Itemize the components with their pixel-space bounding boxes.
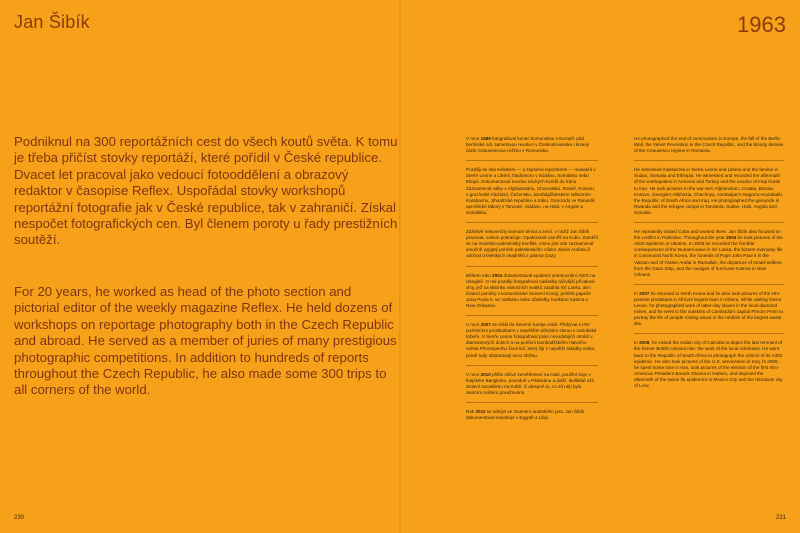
bio-paragraph: Během roku 2004 dokumentoval epidemii onemocnění AIDS na Ukrajině. O rok později fotografoval následky ničivější přívalové vlny, jež na sklonku vánočních svátků zasáhla Srí Lanku, ale i bizarní poměry v komunistické Severní Koreji, pohřeb papeže Jana Pavla II. ve Vatikánu nebo důsledky hurikánu Katrina v New Orleansu. bbox=[466, 273, 598, 317]
bio-paragraph: Zdánlivě nekonečný seznam témat a zemí, v nichž Jan Šibík pracoval, ovšem pokračuje. Opakovaně zamířil na Kubu. Zaměřil se na izraelsko-palestinský konflikt, mimo jiné zde zaznamenal emočně vypjatý pohřeb palestinského vůdce Jásira Arafata či odchod izraelských osadníků z pásma Gazy. bbox=[466, 229, 598, 266]
intro-english: For 20 years, he worked as head of the photo section and pictorial editor of the weekly magazine Reflex. He held dozens of workshops on reportage photography both in the Czech Republic and abroad. He served as a member of juries of many prestigious photographic competitions. In addition to hundreds of reports throughout the Czech Republic, he also made some 300 trips to all corners of the world. bbox=[14, 284, 397, 398]
bio-paragraph: V roce 2010 přišlo ničivé zemětřesení na Haiti, použíní boje v thajském Bangkoku, povodně v Pákistánu a další. Ikolikáté užil drolení socialismu na Kubě, či alespoň to, co zů nějí bylo okolním světem považováno. bbox=[466, 372, 598, 403]
birth-year: 1963 bbox=[737, 12, 786, 37]
bio-paragraph: Později se stal svědkem — a zejména reportérem — masakrů v Sierře Leone a Libérii, hladomoru v Súdánu, Somálsku nebo Etiopii. Dokumentoval exodus iráckých Kurdů do Íránu. Zaznamenal války v Afghánistánu, Chorvatsku, Bosně, Kosovu, v gruzínské Abcházii, Čečensku, ázerbájdžánském Náhorním Karabachu, Jihoafrické republice a Iráku. Genocidu ve Rwandě, uprchlické tábory v Tanzanii, Súdánu, na Haiti, v Angole a Somálsku. bbox=[466, 167, 598, 223]
page-number-left: 230 bbox=[14, 515, 25, 521]
english-biography-column bbox=[634, 136, 784, 401]
intro-czech: Podniknul na 300 reportážních cest do všech koutů světa. K tomu je třeba přičíst stovky reportáží, které pořídil v České republice. Dvacet let pracoval jako vedoucí fotooddělení a obrazový redaktor v časopise Reflex. Uspořádal stovky workshopů reportážní fotografie jak v České republice, tak v zahraničí. Získal nespočet fotografických cen. Byl členem poroty u řady prestižních soutěží. bbox=[14, 134, 398, 248]
bio-paragraph: He photographed the end of communism in Europe, the fall of the Berlin Wall, the Velvet Revolution in the Czech Republic, and the bloody demise of the Ceaușescu regime in Romania. bbox=[634, 136, 784, 161]
bio-paragraph: He witnessed massacres in Sierra Leone and Liberia and the famine in Sudan, Somalia and Ethiopia. He witnessed and recorded the aftermath of the earthquakes in Armenia and Turkey and the exodus of Iraqi Kurds to Iran. He took pictures in the war-torn Afghanistan, Croatia, Bosnia, Kosovo, Georgia's Abkhazia, Chechnya, Azerbaijan's Nagorno-Karabakh, the Republic of South Africa and Iraq. He photographed the genocide in Rwanda and the refugee camps in Tanzania, Sudan, Haiti, Angola and Somalia. bbox=[634, 167, 784, 223]
bio-paragraph: He repeatedly visited Cuba and worked there. Jan Šibík also focused on the conflict in Palestine. Throughout the year 2004 he took pictures of the AIDS epidemic in Ukraine. In 2005 he recorded the horrible consequences of the tsunami wave in Sri Lanka, the bizarre everyday life in communist North Korea, the funerals of Pope John Paul II in the Vatican and of Yasser Arafat in Ramallah, the departure of Israeli settlers from the Gaza Strip, and the ravages of hurricane Katrina in New Orleans. bbox=[634, 229, 784, 285]
bio-paragraph: Rok 2011 se odvíjel ve znamení arabského jara. Jan Šibík dokumentoval nepokoje v Egyptě a Libyi. bbox=[466, 409, 585, 421]
bio-paragraph: In 2007 he returned to North Korea and he also took pictures of the HIV-positive prostitutes in Africa's largest slum in Kibera. While visiting Sierra Leone, he photographed work of latter-day slaves in the local diamond mines, and he went to the outskirts of Cambodia's capital Phnom Penh to portray the life of people rooting about in the rubbish of the largest waste site. bbox=[634, 291, 784, 335]
bio-paragraph: V roce 1989 fotografoval konec komunismu v Evropě: pád berlínské zdi, sametovou revoluci v Československu i krvavý zánik Ceaușescova režimu v Rumunsku. bbox=[466, 136, 598, 161]
bio-paragraph: In 2008, he visited the Indian city of Calcutta to depict the last remnant of the former British colonial rule: the work of the local rickshaws. He went back to the Republic of South Africa to photograph the victims of its AIDS epidemic. He also took pictures of the U.S. servicemen in Iraq. In 2009, he spent some time in Iran, took pictures of the election of the first Afro-American President Barack Obama in Harlem, and depicted the aftermath of the swine flu epidemics in Mexico City and the Ukrainian city of Lvov. bbox=[634, 340, 783, 388]
page-number-right: 231 bbox=[775, 515, 786, 521]
czech-biography-column bbox=[466, 136, 598, 433]
author-name: Jan Šibík bbox=[14, 12, 90, 32]
bio-paragraph: V roce 2007 se vrátil do Severní Koreje vrátil. Přebýval s HIV pozitivními prostitutkami v největším africkém slumu v nairobské Kibeře. V Sierře Leone fotografoval práci novodobých otroků v diamantových dolech a na periferii kambodžského hlavního města Phnompenhu život lidí, který žijí z největší skládky světa, právě tady obstarávají svou obživu. bbox=[466, 322, 598, 366]
